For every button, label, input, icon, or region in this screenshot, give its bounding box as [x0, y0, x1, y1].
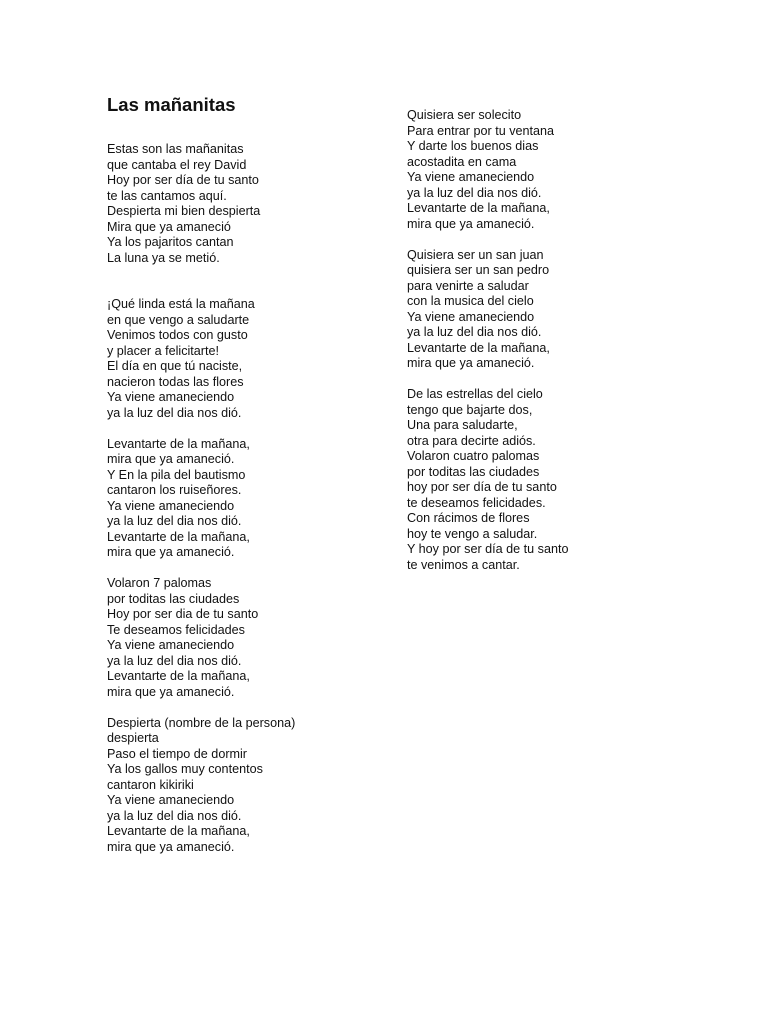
verse-line: El día en que tú naciste, [107, 359, 243, 373]
verse-line: Ya los pajaritos cantan [107, 235, 234, 249]
verse-line: hoy te vengo a saludar. [407, 526, 538, 541]
verse-line: Venimos todos con gusto [107, 328, 248, 342]
verse-line: Ya viene amaneciendo [107, 390, 235, 404]
verse-line: Ya viene amaneciendo [107, 793, 235, 807]
verse-line: De las estrellas del cielo [407, 387, 543, 401]
verse-line: otra para decirte adiós. [407, 433, 536, 448]
verse-line: Volaron 7 palomas [107, 576, 212, 590]
verse-line: Volaron cuatro palomas [407, 449, 540, 463]
verse-line: Para entrar por tu ventana [407, 123, 555, 138]
verse-line: mira que ya amaneció. [107, 684, 235, 699]
verse-line: Quisiera ser un san juan [407, 247, 544, 262]
stanza [107, 716, 377, 856]
verse-line: Ya viene amaneciendo [407, 309, 535, 324]
verse-line: por toditas las ciudades [407, 464, 540, 479]
verse-line: Y hoy por ser día de tu santo [407, 542, 569, 556]
verse-line: y placer a felicitarte! [107, 343, 219, 358]
verse-line: mira que ya amaneció. [107, 545, 235, 559]
verse-line: cantaron kikiriki [107, 777, 194, 792]
verse-line: Hoy por ser día de tu santo [107, 173, 259, 187]
verse-line: cantaron los ruiseñores. [107, 483, 242, 497]
stanza-spacer [107, 561, 377, 577]
verse-line: te venimos a cantar. [407, 557, 520, 572]
stanza [107, 437, 377, 561]
verse-line: por toditas las ciudades [107, 591, 240, 606]
verse-line: te deseamos felicidades. [407, 495, 546, 510]
verse-line: quisiera ser un san pedro [407, 263, 550, 277]
verse-line: ya la luz del dia nos dió. [107, 653, 242, 668]
verse-line: Levantarte de la mañana, [107, 529, 250, 544]
verse-line: nacieron todas las flores [107, 374, 244, 389]
verse-line: ¡Qué linda está la mañana [107, 297, 255, 311]
verse-line: Levantarte de la mañana, [407, 201, 550, 215]
verse-line: Despierta mi bien despierta [107, 204, 261, 218]
verse-line: ya la luz del dia nos dió. [107, 405, 242, 420]
verse-line: Estas son las mañanitas [107, 142, 244, 156]
verse-line: Hoy por ser dia de tu santo [107, 607, 259, 621]
stanza [407, 387, 737, 573]
verse-line: Levantarte de la mañana, [107, 824, 250, 838]
verse-line: ya la luz del dia nos dió. [407, 185, 542, 200]
right-column [407, 108, 737, 573]
left-column [107, 142, 377, 855]
verse-line: Levantarte de la mañana, [407, 340, 550, 355]
verse-line: mira que ya amaneció. [107, 452, 235, 466]
verse-line: Paso el tiempo de dormir [107, 746, 247, 761]
stanza [107, 297, 377, 421]
verse-line: Mira que ya amaneció [107, 219, 231, 234]
verse-line: Y En la pila del bautismo [107, 467, 246, 482]
stanza-spacer [107, 700, 377, 716]
verse-line: ya la luz del dia nos dió. [407, 325, 542, 339]
document-title: Las mañanitas [107, 94, 236, 115]
verse-line: Y darte los buenos dias [407, 139, 539, 153]
verse-line: hoy por ser día de tu santo [407, 480, 557, 494]
verse-line: para venirte a saludar [407, 278, 529, 293]
verse-line: Ya los gallos muy contentos [107, 762, 263, 776]
stanza [107, 576, 377, 700]
verse-line: La luna ya se metió. [107, 250, 220, 265]
verse-line: Levantarte de la mañana, [107, 669, 250, 683]
verse-line: mira que ya amaneció. [107, 839, 235, 854]
verse-line: Ya viene amaneciendo [107, 498, 235, 513]
verse-line: Despierta (nombre de la persona) [107, 715, 296, 730]
verse-line: ya la luz del dia nos dió. [107, 808, 242, 823]
verse-line: Quisiera ser solecito [407, 108, 522, 122]
verse-line: Con rácimos de flores [407, 511, 530, 525]
verse-line: en que vengo a saludarte [107, 312, 250, 327]
verse-line: acostadita en cama [407, 154, 517, 169]
stanza-spacer [407, 372, 737, 388]
verse-line: mira que ya amaneció. [407, 216, 535, 231]
verse-line: despierta [107, 731, 159, 745]
verse-line: Levantarte de la mañana, [107, 436, 250, 451]
stanza [407, 108, 737, 232]
stanza-spacer [407, 232, 737, 248]
verse-line: Una para saludarte, [407, 418, 518, 432]
stanza-spacer [107, 421, 377, 437]
verse-line: con la musica del cielo [407, 294, 534, 308]
verse-line: Ya viene amaneciendo [107, 638, 235, 652]
stanza [107, 142, 377, 266]
verse-line: ya la luz del dia nos dió. [107, 514, 242, 528]
verse-line: que cantaba el rey David [107, 157, 247, 172]
verse-line: Ya viene amaneciendo [407, 170, 535, 184]
stanza [407, 248, 737, 372]
verse-line: mira que ya amaneció. [407, 356, 535, 370]
verse-line: tengo que bajarte dos, [407, 402, 533, 417]
verse-line: te las cantamos aquí. [107, 188, 227, 203]
stanza-spacer [107, 266, 377, 297]
verse-line: Te deseamos felicidades [107, 622, 245, 637]
